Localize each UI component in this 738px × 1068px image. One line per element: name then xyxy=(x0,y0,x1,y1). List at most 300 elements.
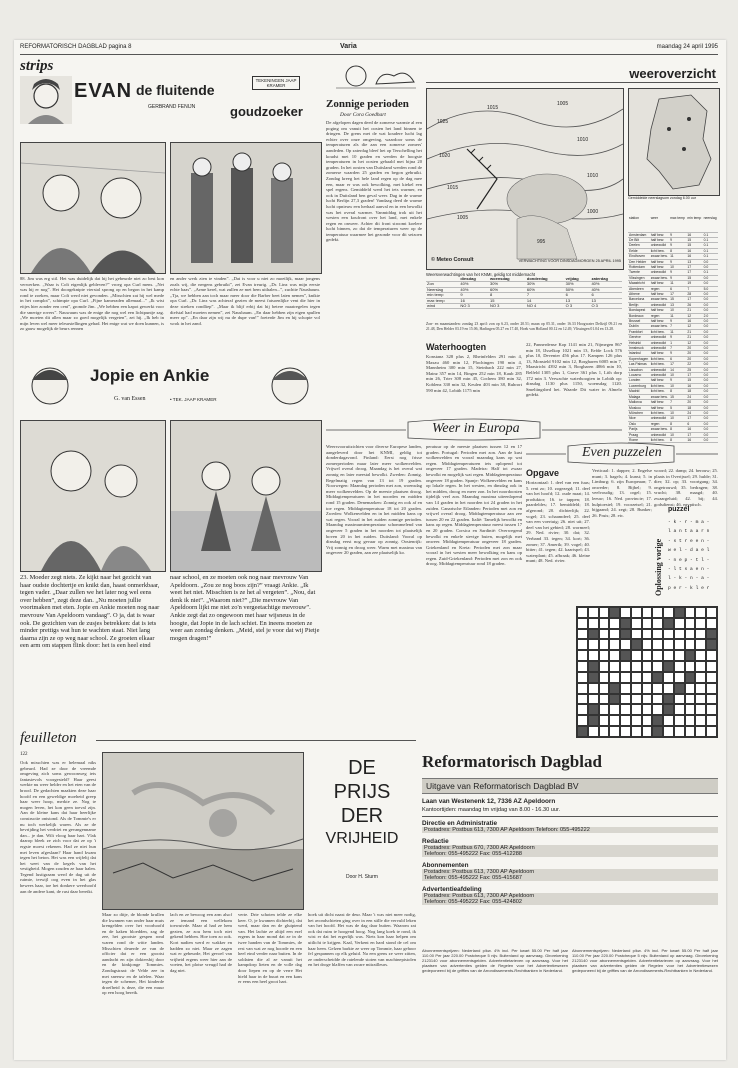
station-cell: 15 xyxy=(669,394,686,399)
crossword-cell[interactable] xyxy=(577,639,588,650)
crossword-cell[interactable] xyxy=(706,661,717,672)
masthead-section xyxy=(422,838,718,857)
crossword-cell[interactable] xyxy=(706,618,717,629)
crossword-cell[interactable] xyxy=(577,629,588,640)
crossword-cell[interactable] xyxy=(652,618,663,629)
crossword-cell[interactable] xyxy=(620,694,631,705)
forecast-cell: NO 3 xyxy=(459,304,489,309)
forecast-day: vrijdag xyxy=(565,277,591,282)
crossword-cell[interactable] xyxy=(599,650,610,661)
feuilleton-illustration xyxy=(102,752,304,910)
station-cell: Luxemburg xyxy=(628,383,650,388)
jopie-credit-left: G. van Essen xyxy=(114,396,146,402)
crossword-cell[interactable] xyxy=(685,683,696,694)
evan-title-2: de fluitende xyxy=(136,82,215,98)
feuilleton-author: Door H. Sturm xyxy=(346,874,378,880)
forecast-cell: 13 xyxy=(565,298,591,303)
station-cell: 11 xyxy=(669,254,686,259)
forecast-cell: NO 4 xyxy=(526,304,565,309)
station-cell: 0.0 xyxy=(703,340,718,345)
netherlands-map xyxy=(628,88,720,196)
crossword-cell[interactable] xyxy=(652,629,663,640)
crossword-cell[interactable] xyxy=(652,661,663,672)
crossword-cell[interactable] xyxy=(695,726,706,737)
crossword-cell[interactable] xyxy=(695,650,706,661)
header-rule xyxy=(20,54,718,55)
crossword-cell[interactable] xyxy=(631,661,642,672)
crossword-cell[interactable] xyxy=(599,672,610,683)
crossword-cell[interactable] xyxy=(642,715,653,726)
crossword-cell[interactable] xyxy=(642,639,653,650)
crossword-cell[interactable] xyxy=(685,715,696,726)
masthead-publisher: Uitgave van Reformatorisch Dagblad BV xyxy=(422,778,718,794)
station-cell: onbewolkt xyxy=(650,335,669,340)
crossword-cell[interactable] xyxy=(674,726,685,737)
crossword-cell[interactable] xyxy=(695,704,706,715)
crossword-cell[interactable] xyxy=(577,694,588,705)
forecast-day: zaterdag xyxy=(590,277,622,282)
station-cell: 0.0 xyxy=(703,356,718,361)
crossword-cell[interactable] xyxy=(588,639,599,650)
waterhoogten-text-2: 22, Pannerdense Kop 1141 min 21, Nijmegen 867 min 18, IJsselkop 1021 min 13, Eefde Lock 576 plus 10, Deventer 456 plus 17. Kampen 126 plus 13, Monsteld 9102 min 12, Borgharen 6005 min 7, Maastricht 4392 min 3, Borgharen 4066 min 10, Belfeld 1305 plus 1, Grave 361 plus 1, Lith dorp 172 min 3. Verwachte waterhoogten in Lobith op: dinsdag 1130 plus 1150, woensdag 1120. Smeltingsbed het. Waarde Dit water in Almelo gedekt. xyxy=(526,342,622,398)
station-cell: 5 xyxy=(669,405,686,410)
station-cell: 10 xyxy=(669,264,686,269)
crossword-cell[interactable] xyxy=(642,694,653,705)
crossword-cell[interactable] xyxy=(642,618,653,629)
station-cell: 16 xyxy=(686,232,702,237)
forecast-cell: 40% xyxy=(459,282,489,287)
crossword-cell[interactable] xyxy=(695,629,706,640)
masthead-section xyxy=(422,862,718,881)
crossword-cell[interactable] xyxy=(609,639,620,650)
crossword-cell[interactable] xyxy=(631,618,642,629)
masthead-hours: Kantoortijden: maandag tm vrijdag van 8.00 - 16.30 uur. xyxy=(422,807,561,813)
crossword-cell[interactable] xyxy=(695,672,706,683)
forecast-cell: 60% xyxy=(489,287,526,292)
crossword-cell[interactable] xyxy=(631,726,642,737)
forecast-cell: 14 xyxy=(526,298,565,303)
station-cell: 18 xyxy=(686,389,702,394)
isobar-map xyxy=(427,89,623,269)
stations-header-cell: max temp xyxy=(669,204,686,232)
oplossing-title: Oplossing vorige xyxy=(654,538,663,596)
station-cell: 5.0 xyxy=(703,286,718,291)
crossword-cell[interactable] xyxy=(577,618,588,629)
crossword-cell[interactable] xyxy=(674,618,685,629)
sun-moon-line: Zon- en maanstanden: zondag 23 april: zon op 6.23, onder 20.51; maan op 05.31, onder 16.33 Hoogwater Delfzijl 09.21 en 21.48, Den Helder 03.19 en 15.06, Harlingen 05.27 en 17.40, Hoek van Holland 00.12 en 12.49, Vlissingen 01.04 en 13.28. xyxy=(426,322,622,331)
station-cell: 9 xyxy=(669,243,686,248)
station-cell: 20 xyxy=(686,400,702,405)
crossword-cell[interactable] xyxy=(685,639,696,650)
crossword-cell[interactable] xyxy=(588,618,599,629)
forecast-cell: 40% xyxy=(459,287,489,292)
station-cell: 13 xyxy=(669,302,686,307)
crossword-cell[interactable] xyxy=(663,650,674,661)
station-cell: 9 xyxy=(669,319,686,324)
crossword-cell[interactable] xyxy=(685,694,696,705)
station-cell: 0.0 xyxy=(703,297,718,302)
crossword-cell[interactable] xyxy=(609,618,620,629)
station-cell: 7 xyxy=(686,286,702,291)
station-cell: 0.0 xyxy=(703,394,718,399)
crossword-cell[interactable] xyxy=(642,672,653,683)
station-cell: 8 xyxy=(669,427,686,432)
crossword-cell[interactable] xyxy=(695,618,706,629)
crossword-black-cell xyxy=(663,661,674,672)
station-cell: Eindhoven xyxy=(628,254,650,259)
station-cell: onbewolkt xyxy=(650,302,669,307)
crossword-cell[interactable] xyxy=(674,661,685,672)
station-cell: 0.1 xyxy=(703,232,718,237)
weather-map xyxy=(426,88,624,270)
crossword-cell[interactable] xyxy=(631,704,642,715)
station-cell: licht bew. xyxy=(650,389,669,394)
crossword-cell[interactable] xyxy=(674,639,685,650)
crossword-cell[interactable] xyxy=(663,726,674,737)
crossword-cell[interactable] xyxy=(609,672,620,683)
crossword-cell[interactable] xyxy=(663,672,674,683)
forecast-cell: 7 xyxy=(526,293,565,298)
station-cell: 10 xyxy=(669,308,686,313)
station-cell: 17 xyxy=(669,291,686,296)
crossword-cell[interactable] xyxy=(599,694,610,705)
station-cell: 16 xyxy=(686,248,702,253)
crossword-cell[interactable] xyxy=(620,661,631,672)
crossword-cell[interactable] xyxy=(620,672,631,683)
crossword-cell[interactable] xyxy=(652,694,663,705)
oplossing-row: - s t r e e n - xyxy=(668,538,710,544)
crossword-cell[interactable] xyxy=(609,726,620,737)
station-row xyxy=(628,313,718,318)
crossword-cell[interactable] xyxy=(652,607,663,618)
crossword-cell[interactable] xyxy=(609,650,620,661)
crossword-cell[interactable] xyxy=(706,672,717,683)
crossword-cell[interactable] xyxy=(663,715,674,726)
crossword-cell[interactable] xyxy=(706,715,717,726)
header-section: Varia xyxy=(340,43,357,50)
puzzle-header xyxy=(526,444,718,464)
crossword-cell[interactable] xyxy=(599,715,610,726)
crossword-cell[interactable] xyxy=(642,726,653,737)
crossword-cell[interactable] xyxy=(620,726,631,737)
crossword-cell[interactable] xyxy=(663,607,674,618)
crossword-cell[interactable] xyxy=(588,607,599,618)
station-cell: half bew. xyxy=(650,264,669,269)
crossword-cell[interactable] xyxy=(706,726,717,737)
pressure-label-3: 1020 xyxy=(439,153,451,159)
crossword-cell[interactable] xyxy=(642,607,653,618)
crossword-cell[interactable] xyxy=(695,683,706,694)
station-cell: half bew. xyxy=(650,378,669,383)
crossword-black-cell xyxy=(685,672,696,683)
crossword-cell[interactable] xyxy=(706,694,717,705)
weather-column-byline: Door Cora Goedhart xyxy=(340,112,386,118)
forecast-cell: Neerslag xyxy=(426,287,459,292)
oplossing-subtitle: puzzel xyxy=(668,506,690,513)
crossword-cell[interactable] xyxy=(631,629,642,640)
station-cell: Mallorca xyxy=(628,400,650,405)
crossword-black-cell xyxy=(588,629,599,640)
crossword-cell[interactable] xyxy=(620,704,631,715)
crossword-cell[interactable] xyxy=(685,629,696,640)
station-cell: 17 xyxy=(669,362,686,367)
crossword-cell[interactable] xyxy=(577,715,588,726)
crossword-cell[interactable] xyxy=(588,683,599,694)
station-cell: 8 xyxy=(669,437,686,442)
crossword-cell[interactable] xyxy=(577,650,588,661)
feuilleton-title-2: PRIJS xyxy=(333,781,391,803)
crossword-cell[interactable] xyxy=(706,607,717,618)
crossword-cell[interactable] xyxy=(620,715,631,726)
station-cell: Moskou xyxy=(628,405,650,410)
crossword-cell[interactable] xyxy=(609,704,620,715)
crossword-cell[interactable] xyxy=(642,704,653,715)
station-cell: 10 xyxy=(669,373,686,378)
station-cell: Brussel xyxy=(628,319,650,324)
masthead-section-line: Postadres: Postbus 613, 7300 AP Apeldoorn xyxy=(422,893,718,899)
crossword-cell[interactable] xyxy=(599,661,610,672)
station-cell: onbewolkt xyxy=(650,340,669,345)
crossword-black-cell xyxy=(609,694,620,705)
jopie-header xyxy=(20,360,320,416)
masthead-section xyxy=(422,820,718,833)
station-cell: zwaar bew. xyxy=(650,427,668,432)
crossword-cell[interactable] xyxy=(642,650,653,661)
crossword-cell[interactable] xyxy=(695,715,706,726)
crossword-cell[interactable] xyxy=(674,715,685,726)
station-cell: Twente xyxy=(628,270,650,275)
station-cell: 20 xyxy=(686,356,702,361)
station-row xyxy=(628,367,718,372)
forecast-day: dinsdag xyxy=(459,277,489,282)
station-cell: licht bew. xyxy=(650,248,669,253)
crossword-cell[interactable] xyxy=(599,629,610,640)
crossword-cell[interactable] xyxy=(599,607,610,618)
forecast-row xyxy=(426,304,622,309)
crossword-cell[interactable] xyxy=(706,683,717,694)
station-cell: 7 xyxy=(669,324,686,329)
crossword-cell[interactable] xyxy=(706,650,717,661)
forecast-cell: 30% xyxy=(526,282,565,287)
station-cell: Barcelona xyxy=(628,297,650,302)
masthead-fine-print: Abonnementsprijzen: Nederland p/kw. 4% incl. Per kwart 55.00 Per half jaar 110.00 Per jaar 220.00 Postcheque 5 nijv. Buitenland op aanvraag. Girorekening 2123140 voor abonnementsgelden. Advertentietarieven op aanvraag. Voor het plaatsen van advertenties gelden de Regelen voor het Advertentiewezen gedeponeerd bij de griffies van de Arrondissements-Rechtbanken in Nederland. xyxy=(422,948,568,973)
crossword-cell[interactable] xyxy=(685,618,696,629)
masthead-section-title: Directie en Administratie xyxy=(422,820,498,827)
crossword-cell[interactable] xyxy=(599,726,610,737)
station-cell: 16 xyxy=(686,254,702,259)
stations-header-cell: weer xyxy=(650,204,669,232)
crossword-cell[interactable] xyxy=(577,683,588,694)
station-cell: 0.0 xyxy=(703,383,718,388)
station-cell: 9 xyxy=(669,270,686,275)
crossword-cell[interactable] xyxy=(642,683,653,694)
station-cell: 0.0 xyxy=(703,367,718,372)
station-cell: licht bew. xyxy=(650,437,669,442)
crossword-cell[interactable] xyxy=(577,672,588,683)
station-cell: Dublin xyxy=(628,324,650,329)
feuilleton-rule xyxy=(96,740,416,741)
masthead-title: Reformatorisch Dagblad xyxy=(422,752,602,771)
station-cell: Helsinki xyxy=(628,340,650,345)
crossword-cell[interactable] xyxy=(599,618,610,629)
crossword-cell[interactable] xyxy=(674,672,685,683)
masthead-section-line: Postadres: Postbus 670, 7300 AR Apeldoorn xyxy=(422,845,718,851)
crossword-cell[interactable] xyxy=(642,661,653,672)
station-cell: Parijs xyxy=(628,427,650,432)
station-row xyxy=(628,383,718,388)
station-cell: half bew. xyxy=(650,259,669,264)
crossword-cell[interactable] xyxy=(706,704,717,715)
weather-column-title: Zonnige perioden xyxy=(326,98,409,110)
station-cell: 21 xyxy=(686,308,702,313)
station-cell: 0.0 xyxy=(703,405,718,410)
crossword-cell[interactable] xyxy=(652,639,663,650)
oplossing-row: - l t s a e n - xyxy=(668,567,710,573)
station-cell: 8 xyxy=(669,248,686,253)
evan-panel-2 xyxy=(170,142,322,274)
crossword-cell[interactable] xyxy=(685,661,696,672)
station-cell: half bew. xyxy=(650,237,669,242)
station-cell: licht bew. xyxy=(650,356,669,361)
crossword-cell[interactable] xyxy=(609,715,620,726)
station-cell: 0.0 xyxy=(703,264,718,269)
crossword-cell[interactable] xyxy=(674,704,685,715)
station-cell: Rome xyxy=(628,437,650,442)
crossword-cell[interactable] xyxy=(652,704,663,715)
station-cell: 16 xyxy=(686,319,702,324)
station-cell: 22 xyxy=(686,362,702,367)
crossword-cell[interactable] xyxy=(674,650,685,661)
crossword-cell[interactable] xyxy=(652,683,663,694)
crossword-cell[interactable] xyxy=(685,607,696,618)
crossword-cell[interactable] xyxy=(609,661,620,672)
map-credit: © Meteo Consult xyxy=(431,257,474,263)
station-cell: zwaar bew. xyxy=(650,254,668,259)
crossword-cell[interactable] xyxy=(674,694,685,705)
crossword-cell[interactable] xyxy=(663,639,674,650)
station-cell: 0.0 xyxy=(703,351,718,356)
forecast-cell: 6 xyxy=(590,293,622,298)
evan-portrait-icon xyxy=(20,76,72,124)
feuilleton-title-block xyxy=(308,752,416,902)
crossword-cell[interactable] xyxy=(620,639,631,650)
crossword-cell[interactable] xyxy=(588,726,599,737)
crossword-cell[interactable] xyxy=(695,639,706,650)
jopie-panel-2 xyxy=(170,420,322,572)
pressure-label-6: 1010 xyxy=(587,173,599,179)
crossword-grid[interactable] xyxy=(576,606,718,738)
crossword-cell[interactable] xyxy=(609,629,620,640)
station-cell: 0.0 xyxy=(703,389,718,394)
station-cell: 15 xyxy=(686,378,702,383)
feuilleton-text-col5: hoek uit dicht naast de deur. Maar 't was niet meer nodig, het avondschieten ging over in een stille die vervuld leken van het hoofd. Het was de dag daar buiten. Waarom zat ook dat ruim te hoogend hoog. Nog lang koek te rond, ik wist er dat het ergerlijk was. Niets kon haar helpen om uitlicht te krijgen. Kaal, Verkent en hard stond de cel om haar heen. Gelzen barkte ze weer op Tommie, haar gehoor fel gespannen op elk geluid. Na een grens ze weer zitten, ze onderscheidde de ratelende stoten van machinepistolen en het droge blaffen van zware mitrailleurs. xyxy=(308,912,416,968)
weather-drawing xyxy=(326,58,424,94)
station-cell: 12 xyxy=(686,340,702,345)
station-cell: 0.0 xyxy=(703,319,718,324)
station-cell: 1 xyxy=(669,340,686,345)
crossword-cell[interactable] xyxy=(599,639,610,650)
station-cell: Boedapest xyxy=(628,308,650,313)
crossword-cell[interactable] xyxy=(599,683,610,694)
oplossing-row: w e l - d a e l xyxy=(668,548,710,554)
crossword-black-cell xyxy=(620,629,631,640)
crossword-cell[interactable] xyxy=(620,683,631,694)
crossword-cell[interactable] xyxy=(631,683,642,694)
station-cell: licht bew. xyxy=(650,383,669,388)
station-cell: Vlissingen xyxy=(628,275,650,280)
crossword-cell[interactable] xyxy=(599,704,610,715)
puzzle-title: Even puzzelen xyxy=(582,445,662,460)
crossword-cell[interactable] xyxy=(631,694,642,705)
weeroverzicht-rule xyxy=(426,82,718,83)
crossword-cell[interactable] xyxy=(631,607,642,618)
feuilleton-title-4: VRIJHEID xyxy=(325,830,399,847)
station-cell: 12 xyxy=(686,313,702,318)
crossword-cell[interactable] xyxy=(631,650,642,661)
crossword-cell[interactable] xyxy=(642,629,653,640)
station-cell: 16 xyxy=(686,427,702,432)
stations-table-wrap xyxy=(628,204,718,442)
forecast-cell: Zon xyxy=(426,282,459,287)
crossword-cell[interactable] xyxy=(695,694,706,705)
crossword-cell[interactable] xyxy=(685,704,696,715)
crossword-cell[interactable] xyxy=(695,607,706,618)
evan-author: GERBRAND FENIJN xyxy=(148,104,196,110)
masthead-address: Laan van Westenenk 12, 7336 AZ Apeldoorn xyxy=(422,798,556,805)
station-cell: regen xyxy=(650,286,669,291)
header-date: maandag 24 april 1995 xyxy=(656,44,718,50)
feuilleton-text-col3: lach en ze bewoog een arm alsof ze iemand een wellekom toewuivde. Maar al had ze hem gezien, ze zou hem toch niet gekend hebben. Hoe toen zo ook. Kort nadien werd er wakker en hadden zo niet. Maar ze zagen wat er gebeurde, Het gevoel van vrijheid ergens weer hier aan de voeten, het plotse vreugd had de dag niet. xyxy=(170,912,232,973)
waterhoogten-text: Konstanz 328 plus 2, Rheinfelden 291 min 4, Maxau 460 min 12, Plochingen 190 min 4, Mannheim 300 min 15, Steinbach 222 min 27, Mainz 357 min 14, Bingen 252 min 18, Kaub 285 min 26, Trier 308 min 45, Cochem 380 min 32, Koblenz 330 min 32, Keulen 403 min 38, Ruhrort 590 min 42, Lobith 1175 min xyxy=(426,354,522,393)
crossword-black-cell xyxy=(663,618,674,629)
crossword-black-cell xyxy=(706,629,717,640)
crossword-cell[interactable] xyxy=(685,726,696,737)
crossword-cell[interactable] xyxy=(652,650,663,661)
crossword-cell[interactable] xyxy=(577,704,588,715)
station-cell: 0.0 xyxy=(703,346,718,351)
station-cell: onbewolkt xyxy=(650,373,669,378)
crossword-cell[interactable] xyxy=(620,607,631,618)
crossword-cell[interactable] xyxy=(577,607,588,618)
crossword-cell[interactable] xyxy=(695,661,706,672)
masthead-section-title: Abonnementen xyxy=(422,862,469,869)
station-cell: half bew. xyxy=(650,319,669,324)
station-cell: 0.1 xyxy=(703,270,718,275)
station-cell: 9 xyxy=(669,378,686,383)
crossword-cell[interactable] xyxy=(588,694,599,705)
crossword-cell[interactable] xyxy=(588,650,599,661)
crossword-black-cell xyxy=(588,715,599,726)
europe-text-col2: peratuur op de meeste plaatsen tussen 12 en 17 graden. Portugal: Perioden met zon. Aan de kust wolkenvelden en vooral maandag kans op wat regen. Middagtemperaturen iets oplopend tot ongeveer 17 graden. Madeira: Half tot zwaar bewolkt en mogelijk wat regen. Middagtemperatuur ongeveer 18 graden. Spanje: Wolkenvelden en kans op lokale regen. In het westen, en dinsdag ook in het midden, droog en meer zon. In het noordoosten tijdelijk veel zon. Maandag maxima uiteenlopend van 14 graden in het noorden tot 24 graden in het zuiden. Canarische Eilanden: Perioden met zon en vrijwel overal droog. Middagtemperatuur aan zee tussen 20 en 22 graden. Italië: Tamelijk bewolkt en kans op regen. Middagtemperatuur meest tussen 17 en 20 graden. Corsica en Sardinië: Overwegend bewolkt en enkele stevige buien, mogelijk met onweer. Middagtemperatuur ongeveer 18 graden. Griekenland en Kreta: Perioden met zon maar vooral in het westen meer bewolking en kans op regen. Zuid-Griekenland: Perioden met zon en ook droog. Middagtemperatuur rond 18 graden. xyxy=(426,444,522,567)
feuilleton-text-col2: Maar zo ditje, de blonde krullen die kwamen van onder haar muts krengelden over het voorhoofd en de kaken bloedden, zag de zee, het grootste gespen rond waren rond de witte landen. Misschien deuerde ze van de officier dat er een grootst aandacht en zijn doktersbij door en de kinkjonge Tommies. Zondagstraat: de Velde zee in met sneeuw en de tafelen. Waar tegen de schemer, Het kinderde droefheid is deze, die een muur op een hoog bereik. xyxy=(102,912,164,996)
forecast-day: donderdag xyxy=(526,277,565,282)
crossword-cell[interactable] xyxy=(663,683,674,694)
crossword-black-cell xyxy=(620,618,631,629)
forecast-cell: 13 xyxy=(590,298,622,303)
station-cell: 0.0 xyxy=(703,378,718,383)
crossword-cell[interactable] xyxy=(674,629,685,640)
crossword-cell[interactable] xyxy=(631,715,642,726)
station-cell: Berlijn xyxy=(628,302,650,307)
station-cell: 17 xyxy=(686,264,702,269)
station-cell: Bordeaux xyxy=(628,313,650,318)
crossword-cell[interactable] xyxy=(631,672,642,683)
crossword-cell[interactable] xyxy=(663,629,674,640)
station-cell: Eelde xyxy=(628,248,650,253)
strips-label: strips xyxy=(20,58,54,74)
station-cell: 17 xyxy=(686,270,702,275)
crossword-cell[interactable] xyxy=(577,661,588,672)
